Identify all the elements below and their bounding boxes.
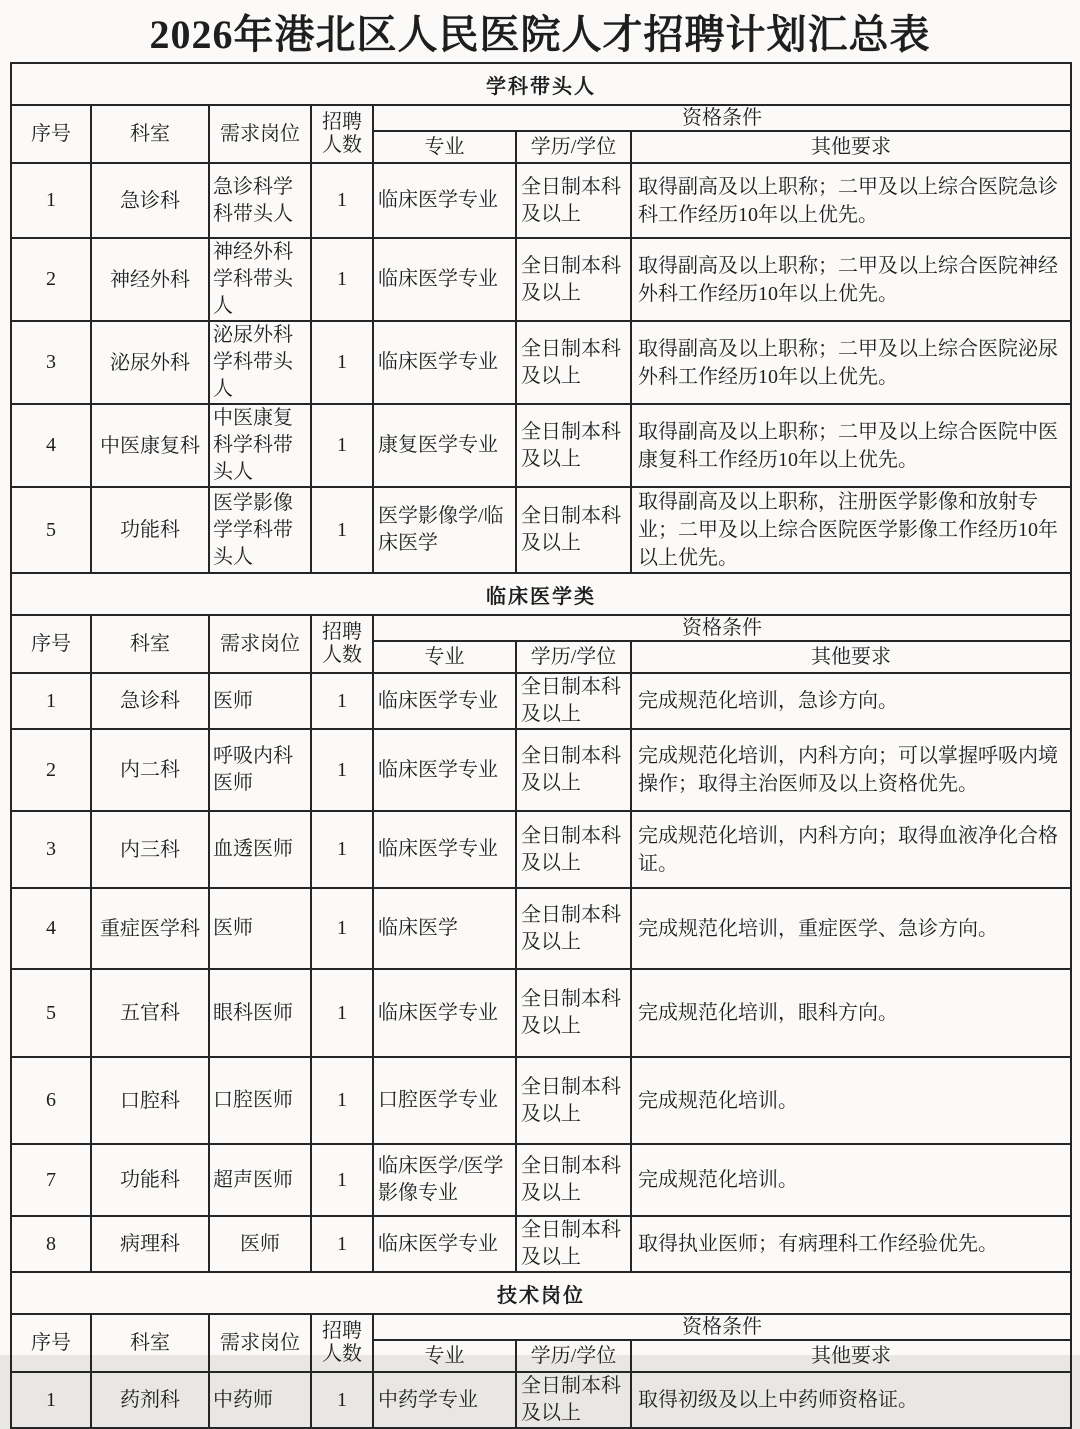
cell-other-requirements: 完成规范化培训，急诊方向。 [631, 673, 1071, 729]
cell-seq: 6 [11, 1057, 91, 1144]
column-header-post: 需求岗位 [209, 615, 311, 673]
table-row [11, 673, 1071, 729]
table-row [11, 811, 1071, 888]
column-header-post: 需求岗位 [209, 105, 311, 163]
cell-education: 全日制本科及以上 [516, 729, 631, 811]
cell-headcount: 1 [311, 969, 373, 1057]
cell-education: 全日制本科及以上 [516, 969, 631, 1057]
cell-education: 全日制本科及以上 [516, 888, 631, 969]
cell-post: 急诊科学科带头人 [209, 163, 311, 238]
cell-other-requirements: 取得副高及以上职称；二甲及以上综合医院中医康复科工作经历10年以上优先。 [631, 404, 1071, 487]
cell-seq: 3 [11, 321, 91, 404]
column-header-seq: 序号 [11, 105, 91, 163]
cell-post: 超声医师 [209, 1144, 311, 1216]
cell-seq: 7 [11, 1144, 91, 1216]
column-header-post: 需求岗位 [209, 1314, 311, 1372]
cell-major: 口腔医学专业 [373, 1057, 516, 1144]
column-header-seq: 序号 [11, 1314, 91, 1372]
cell-post: 血透医师 [209, 811, 311, 888]
cell-post: 医师 [209, 673, 311, 729]
table-row [11, 969, 1071, 1057]
cell-seq: 5 [11, 969, 91, 1057]
table-row [11, 1216, 1071, 1272]
cell-major: 中药学专业 [373, 1372, 516, 1428]
column-header-dept: 科室 [91, 1314, 209, 1372]
cell-major: 临床医学专业 [373, 729, 516, 811]
cell-other-requirements: 完成规范化培训，内科方向；可以掌握呼吸内境操作；取得主治医师及以上资格优先。 [631, 729, 1071, 811]
cell-major: 临床医学专业 [373, 811, 516, 888]
table-header-row [11, 615, 1071, 641]
cell-headcount: 1 [311, 1372, 373, 1428]
column-header-dept: 科室 [91, 105, 209, 163]
cell-seq: 3 [11, 811, 91, 888]
cell-major: 临床医学专业 [373, 1216, 516, 1272]
cell-other-requirements: 取得副高及以上职称，注册医学影像和放射专业；二甲及以上综合医院医学影像工作经历10年以上优先。 [631, 487, 1071, 573]
column-header-other: 其他要求 [631, 131, 1071, 163]
cell-headcount: 1 [311, 1144, 373, 1216]
table-row [11, 1057, 1071, 1144]
column-header-count: 招聘人数 [311, 615, 373, 673]
cell-major: 临床医学专业 [373, 321, 516, 404]
column-header-seq: 序号 [11, 615, 91, 673]
table-row [11, 163, 1071, 238]
cell-headcount: 1 [311, 888, 373, 969]
cell-other-requirements: 完成规范化培训。 [631, 1144, 1071, 1216]
section-row [11, 63, 1071, 105]
cell-seq: 4 [11, 404, 91, 487]
table-header-row [11, 1314, 1071, 1340]
cell-other-requirements: 取得初级及以上中药师资格证。 [631, 1372, 1071, 1428]
cell-education: 全日制本科及以上 [516, 487, 631, 573]
table-row [11, 1144, 1071, 1216]
cell-department: 中医康复科 [91, 404, 209, 487]
cell-headcount: 1 [311, 163, 373, 238]
table-row [11, 1372, 1071, 1428]
cell-major: 康复医学专业 [373, 404, 516, 487]
cell-seq: 2 [11, 238, 91, 321]
cell-headcount: 1 [311, 404, 373, 487]
column-header-qual: 资格条件 [373, 105, 1071, 131]
cell-post: 神经外科学科带头人 [209, 238, 311, 321]
section-row [11, 1272, 1071, 1314]
cell-department: 药剂科 [91, 1372, 209, 1428]
column-header-count: 招聘人数 [311, 105, 373, 163]
page-title: 2026年港北区人民医院人才招聘计划汇总表 [149, 12, 931, 57]
table-row [11, 487, 1071, 573]
cell-department: 病理科 [91, 1216, 209, 1272]
column-header-other: 其他要求 [631, 1340, 1071, 1372]
cell-department: 急诊科 [91, 673, 209, 729]
cell-department: 内二科 [91, 729, 209, 811]
cell-post: 口腔医师 [209, 1057, 311, 1144]
section-row [11, 573, 1071, 615]
cell-department: 急诊科 [91, 163, 209, 238]
cell-department: 内三科 [91, 811, 209, 888]
cell-department: 五官科 [91, 969, 209, 1057]
cell-education: 全日制本科及以上 [516, 673, 631, 729]
cell-seq: 1 [11, 673, 91, 729]
cell-major: 临床医学专业 [373, 969, 516, 1057]
cell-major: 临床医学专业 [373, 238, 516, 321]
cell-other-requirements: 完成规范化培训，内科方向；取得血液净化合格证。 [631, 811, 1071, 888]
cell-other-requirements: 完成规范化培训，重症医学、急诊方向。 [631, 888, 1071, 969]
column-header-edu: 学历/学位 [516, 641, 631, 673]
cell-other-requirements: 取得副高及以上职称；二甲及以上综合医院泌尿外科工作经历10年以上优先。 [631, 321, 1071, 404]
cell-post: 中药师 [209, 1372, 311, 1428]
cell-headcount: 1 [311, 673, 373, 729]
cell-other-requirements: 完成规范化培训，眼科方向。 [631, 969, 1071, 1057]
cell-post: 医师 [209, 1216, 311, 1272]
cell-seq: 1 [11, 1372, 91, 1428]
cell-post: 呼吸内科医师 [209, 729, 311, 811]
cell-education: 全日制本科及以上 [516, 1144, 631, 1216]
recruitment-table [10, 62, 1072, 1429]
cell-department: 口腔科 [91, 1057, 209, 1144]
cell-education: 全日制本科及以上 [516, 238, 631, 321]
cell-department: 功能科 [91, 487, 209, 573]
column-header-dept: 科室 [91, 615, 209, 673]
table-row [11, 729, 1071, 811]
cell-other-requirements: 取得执业医师；有病理科工作经验优先。 [631, 1216, 1071, 1272]
cell-other-requirements: 完成规范化培训。 [631, 1057, 1071, 1144]
cell-seq: 4 [11, 888, 91, 969]
cell-department: 泌尿外科 [91, 321, 209, 404]
column-header-other: 其他要求 [631, 641, 1071, 673]
cell-headcount: 1 [311, 238, 373, 321]
cell-education: 全日制本科及以上 [516, 404, 631, 487]
table-row [11, 888, 1071, 969]
column-header-major: 专业 [373, 641, 516, 673]
table-header-row [11, 105, 1071, 131]
cell-education: 全日制本科及以上 [516, 163, 631, 238]
cell-other-requirements: 取得副高及以上职称；二甲及以上综合医院神经外科工作经历10年以上优先。 [631, 238, 1071, 321]
cell-department: 神经外科 [91, 238, 209, 321]
cell-headcount: 1 [311, 321, 373, 404]
column-header-edu: 学历/学位 [516, 131, 631, 163]
cell-post: 中医康复科学科带头人 [209, 404, 311, 487]
cell-post: 医师 [209, 888, 311, 969]
cell-headcount: 1 [311, 1057, 373, 1144]
column-header-count: 招聘人数 [311, 1314, 373, 1372]
cell-department: 重症医学科 [91, 888, 209, 969]
cell-seq: 5 [11, 487, 91, 573]
column-header-edu: 学历/学位 [516, 1340, 631, 1372]
column-header-qual: 资格条件 [373, 1314, 1071, 1340]
cell-major: 医学影像学/临床医学 [373, 487, 516, 573]
cell-education: 全日制本科及以上 [516, 321, 631, 404]
cell-seq: 8 [11, 1216, 91, 1272]
cell-post: 医学影像学学科带头人 [209, 487, 311, 573]
cell-major: 临床医学专业 [373, 163, 516, 238]
table-row [11, 404, 1071, 487]
cell-headcount: 1 [311, 1216, 373, 1272]
cell-headcount: 1 [311, 729, 373, 811]
cell-major: 临床医学 [373, 888, 516, 969]
cell-other-requirements: 取得副高及以上职称；二甲及以上综合医院急诊科工作经历10年以上优先。 [631, 163, 1071, 238]
cell-headcount: 1 [311, 487, 373, 573]
cell-education: 全日制本科及以上 [516, 1057, 631, 1144]
cell-department: 功能科 [91, 1144, 209, 1216]
cell-post: 眼科医师 [209, 969, 311, 1057]
cell-seq: 2 [11, 729, 91, 811]
cell-post: 泌尿外科学科带头人 [209, 321, 311, 404]
table-row [11, 321, 1071, 404]
table-row [11, 238, 1071, 321]
cell-major: 临床医学/医学影像专业 [373, 1144, 516, 1216]
cell-major: 临床医学专业 [373, 673, 516, 729]
section-title: 学科带头人 [11, 63, 1071, 105]
column-header-qual: 资格条件 [373, 615, 1071, 641]
column-header-major: 专业 [373, 1340, 516, 1372]
column-header-major: 专业 [373, 131, 516, 163]
cell-education: 全日制本科及以上 [516, 1372, 631, 1428]
cell-education: 全日制本科及以上 [516, 1216, 631, 1272]
cell-education: 全日制本科及以上 [516, 811, 631, 888]
section-title: 技术岗位 [11, 1272, 1071, 1314]
cell-headcount: 1 [311, 811, 373, 888]
section-title: 临床医学类 [11, 573, 1071, 615]
cell-seq: 1 [11, 163, 91, 238]
